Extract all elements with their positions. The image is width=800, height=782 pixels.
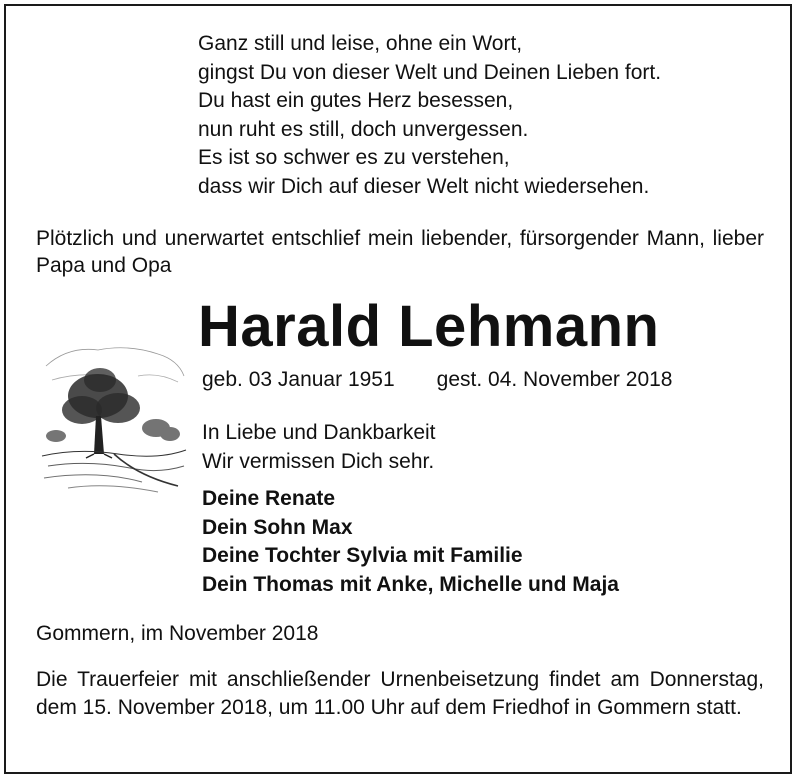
poem [198,30,661,201]
family-member: Deine Tochter Sylvia mit Familie [202,544,523,567]
poem-line: gingst Du von dieser Welt und Deinen Lieben fort. [198,60,662,84]
poem-line: Du hast ein gutes Herz besessen, [198,89,514,112]
family-member: Dein Sohn Max [202,515,353,539]
thanks-line: Wir vermissen Dich sehr. [202,450,435,473]
funeral-notice: Die Trauerfeier mit anschließender Urnenbeisetzung findet am Donnerstag, dem 15. November 2018, um 11.00 Uhr auf dem Friedhof in Gommern statt. [36,668,764,719]
deceased-name: Harald Lehmann [198,294,660,359]
tree-landscape-icon [38,336,188,496]
place-date: Gommern, im November 2018 [36,622,319,645]
poem-line: Es ist so schwer es zu verstehen, [198,146,510,169]
poem-line: nun ruht es still, doch unvergessen. [198,117,529,141]
life-dates [202,366,672,394]
death-date: gest. 04. November 2018 [436,368,673,391]
poem-line: dass wir Dich auf dieser Welt nicht wiedersehen. [198,174,650,198]
intro-text: Plötzlich und unerwartet entschlief mein liebender, fürsorgender Mann, lieber Papa und Opa [36,227,764,277]
birth-date: geb. 03 Januar 1951 [202,368,395,391]
family-list [202,485,619,599]
thanks-line: In Liebe und Dankbarkeit [202,421,436,444]
family-member: Deine Renate [202,487,336,510]
thanks-block [202,418,436,476]
poem-line: Ganz still und leise, ohne ein Wort, [198,32,523,55]
family-member: Dein Thomas mit Anke, Michelle und Maja [202,572,619,596]
